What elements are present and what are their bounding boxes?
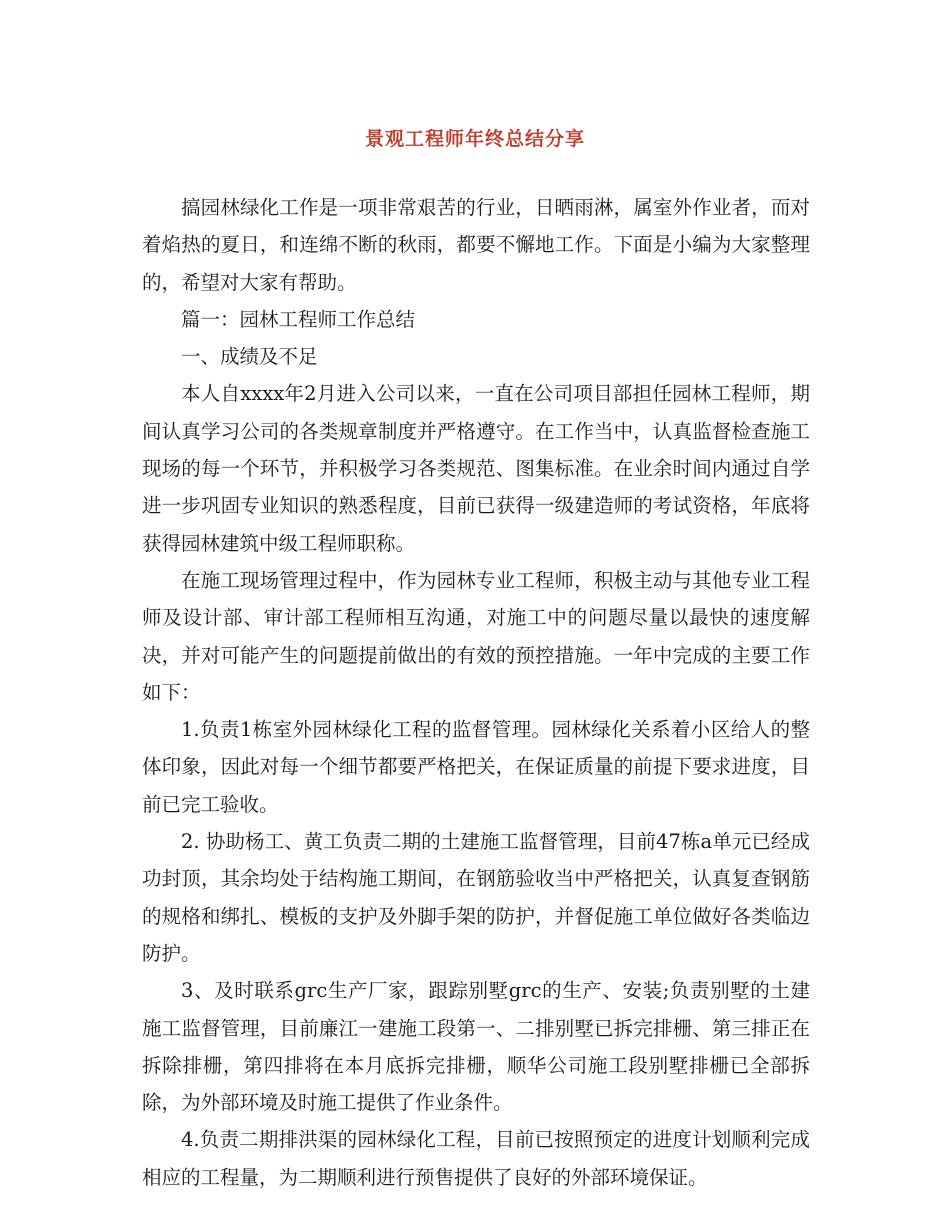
body-paragraph: 在施工现场管理过程中，作为园林专业工程师，积极主动与其他专业工程师及设计部、审计部工程师相互沟通，对施工中的问题尽量以最快的速度解决，并对可能产生的问题提前做出的有效的预控措施。一年中完成的主要工作如下： <box>142 568 810 704</box>
list-item-4: 4.负责二期排洪渠的园林绿化工程，目前已按照预定的进度计划顺利完成相应的工程量，为二期顺利进行预售提供了良好的外部环境保证。 <box>142 1128 810 1189</box>
list-item-3: 3、及时联系grc生产厂家，跟踪别墅grc的生产、安装;负责别墅的土建施工监督管理，目前廉江一建施工段第一、二排别墅已拆完排栅、第三排正在拆除排栅，第四排将在本月底拆完排栅，顺华公司施工段别墅排栅已全部拆除，为外部环境及时施工提供了作业条件。 <box>142 979 810 1115</box>
body-paragraph: 本人自xxxx年2月进入公司以来，一直在公司项目部担任园林工程师，期间认真学习公司的各类规章制度并严格遵守。在工作当中，认真监督检查施工现场的每一个环节，并积极学习各类规范、图集标准。在业余时间内通过自学进一步巩固专业知识的熟悉程度，目前已获得一级建造师的考试资格，年底将获得园林建筑中级工程师职称。 <box>142 382 810 555</box>
list-item-1: 1.负责1栋室外园林绿化工程的监督管理。园林绿化关系着小区给人的整体印象，因此对每一个细节都要严格把关，在保证质量的前提下要求进度，目前已完工验收。 <box>142 718 810 816</box>
section-heading: 一、成绩及不足 <box>181 345 318 369</box>
document-title: 景观工程师年终总结分享 <box>364 128 585 150</box>
document-body <box>142 189 810 1196</box>
intro-paragraph: 搞园林绿化工作是一项非常艰苦的行业，日晒雨淋，属室外作业者，而对着焰热的夏日，和连绵不断的秋雨，都要不懈地工作。下面是小编为大家整理的，希望对大家有帮助。 <box>142 196 810 294</box>
list-item-2: 2. 协助杨工、黄工负责二期的土建施工监督管理，目前47栋a单元已经成功封顶，其余均处于结构施工期间，在钢筋验收当中严格把关，认真复查钢筋的规格和绑扎、模板的支护及外脚手架的防护，并督促施工单位做好各类临边防护。 <box>142 830 810 965</box>
chapter-heading: 篇一：园林工程师工作总结 <box>181 307 416 331</box>
